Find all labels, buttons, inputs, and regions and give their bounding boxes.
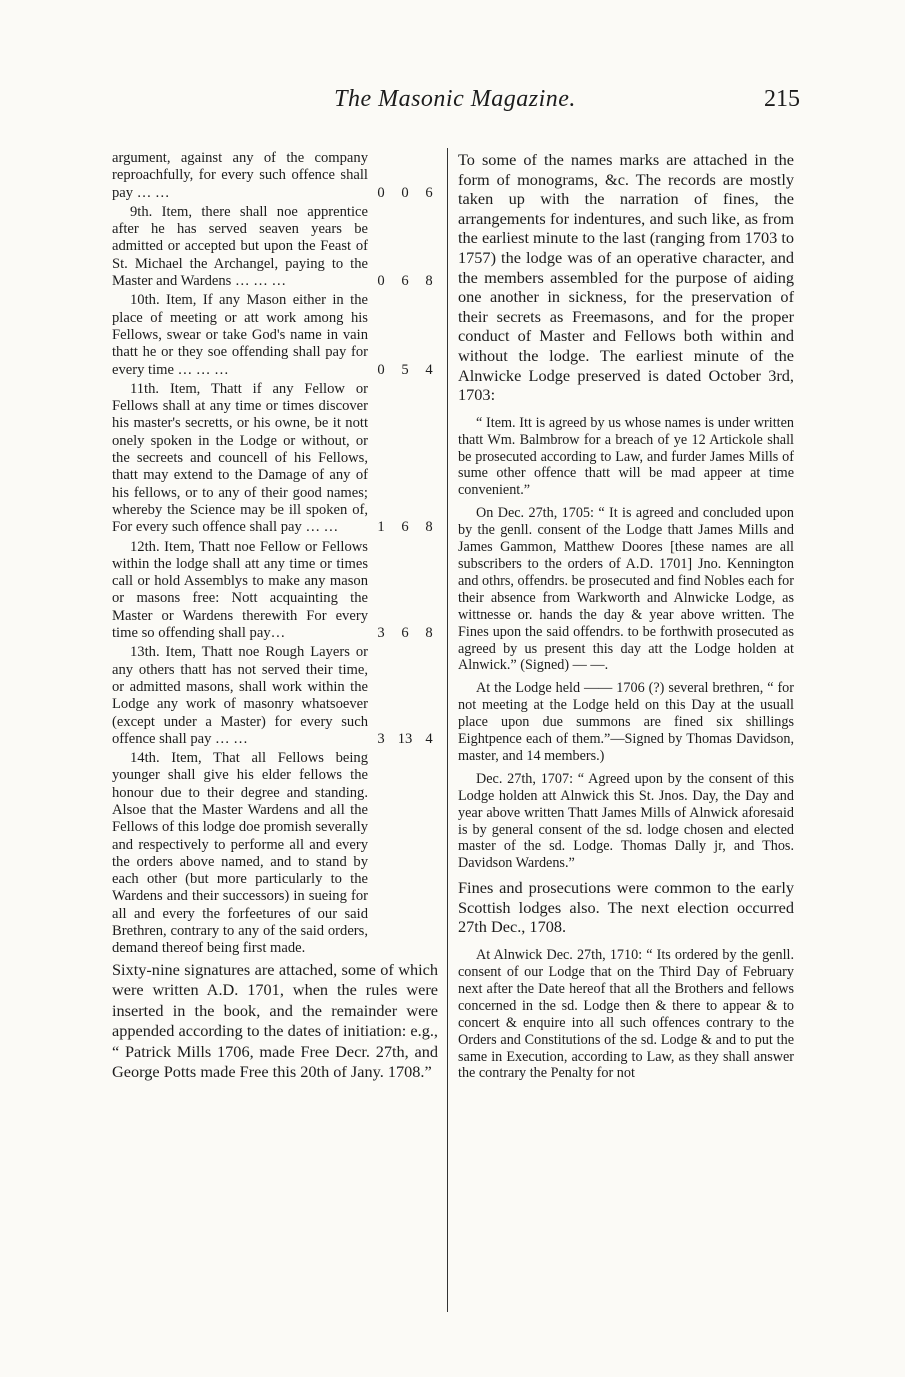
rule-item-8: [112, 150, 438, 202]
fine-pounds: 3: [377, 730, 385, 747]
running-title: The Masonic Magazine.: [334, 86, 576, 112]
fines-paragraph: Fines and prosecutions were common to the early Scottish lodges also. The next election occurred 27th Dec., 1708.: [458, 878, 794, 937]
right-column: [458, 150, 794, 1088]
fine-pence: 8: [425, 273, 433, 290]
fine-amount: [374, 519, 436, 536]
minute-1710: At Alnwick Dec. 27th, 1710: “ Its ordered by the genll. consent of our Lodge that on the Third Day of February next after the Date hereof that all the Brothers and fellows concerned in the sd. Lodge then & there to appear & to concert & enquire into all such offences contrary to the Orders and Constitutions of the sd. Lodge & and to put the same in Execution, according to Law, as they shall answer the contrary the Penalty for not: [458, 947, 794, 1082]
fine-amount: [374, 273, 436, 290]
rule-item-9: [112, 204, 438, 290]
fine-shillings: 6: [401, 273, 409, 290]
fine-pounds: 3: [377, 625, 385, 642]
page-header: [110, 86, 800, 126]
fine-pence: 4: [425, 361, 433, 378]
fine-shillings: 6: [401, 625, 409, 642]
rule-text: 10th. Item, If any Mason either in the place of meeting or att work among his Fellows, swear or take God's name in vain thatt he or they soe offending shall pay for every time … … …: [112, 292, 368, 378]
rule-text: argument, against any of the company reproachfully, for every such offence shall pay … …: [112, 150, 368, 201]
fine-pounds: 1: [377, 519, 385, 536]
rule-item-12: [112, 539, 438, 643]
rule-text: 13th. Item, Thatt noe Rough Layers or any others thatt has not served their time, or admitted masons, shall work within the Lodge any work of masonry whatsoever (except under a Master) for every such offence shall pay … …: [112, 644, 368, 747]
minute-1703: “ Item. Itt is agreed by us whose names is under written thatt Wm. Balmbrow for a breach of ye 12 Artickole shall be prosecuted according to Law, and furder James Mills of sume other offence thatt will be mad appeer at time convenient.”: [458, 414, 794, 499]
signatures-paragraph: Sixty-nine signatures are attached, some of which were written A.D. 1701, when the rules were inserted in the book, and the remainder were appended according to the dates of initiation: e.g., “ Patrick Mills 1706, made Free Decr. 27th, and George Potts made Free this 20th of Jany. 1708.”: [112, 959, 438, 1082]
rule-item-10: [112, 292, 438, 378]
fine-shillings: 6: [401, 519, 409, 536]
fine-amount: [374, 731, 436, 748]
rule-text: 14th. Item, That all Fellows being younger shall give his elder fellows the honour due to their degree and standing. Alsoe that the Master Wardens and all the Fellows of this lodge doe promish severally and respectively to performe all and every the orders above named, and to stand by each other (but more particularly to the Wardens and their successors) in sueing for all and every the forfeetures of our said Brethren, contrary to any of the said orders, demand thereof being first made.: [112, 750, 368, 957]
rule-text: 11th. Item, Thatt if any Fellow or Fellows shall at any time or times discover his master's secretts, or his owne, be it nott onely spoken in the Lodge or without, or the secreets and councell of his Fellows, thatt may extend to the Damage of any of his fellows, or to any of their good names; whereby the Science may be ill spoken of, For every such offence shall pay … …: [112, 380, 368, 536]
fine-amount: [374, 362, 436, 379]
rule-item-13: [112, 644, 438, 748]
fine-amount: [374, 625, 436, 642]
rule-item-11: [112, 381, 438, 537]
fine-pounds: 0: [377, 184, 385, 201]
fine-amount: [374, 185, 436, 202]
minute-1707: Dec. 27th, 1707: “ Agreed upon by the consent of this Lodge holden att Alnwick this St. Jnos. Day, the Day and year above written Thatt James Mills of Alnwick aforesaid is by general consent of the sd. lodge chosen and elected master of the sd. Lodge. Thomas Dally jr, and Thos. Davidson Wardens.”: [458, 770, 794, 872]
minute-1706: At the Lodge held —— 1706 (?) several brethren, “ for not meeting at the Lodge held on this Day at the usuall place upon due summons are fined six shillings Eightpence each of them.”—Signed by Thomas Davidson, master, and 14 members.): [458, 680, 794, 764]
rule-text: 9th. Item, there shall noe apprentice after he has served seaven years be admitted or accepted but upon the Feast of St. Michael the Archangel, paying to the Master and Wardens … … …: [112, 203, 368, 290]
fine-pence: 4: [425, 730, 433, 747]
fine-pence: 8: [425, 625, 433, 642]
column-divider: [447, 148, 448, 1312]
fine-pounds: 0: [377, 273, 385, 290]
minute-1705: On Dec. 27th, 1705: “ It is agreed and concluded upon by the genll. consent of the Lodge thatt James Mills and James Gammon, Matthew Doores [these names are all subscribers to the orders of A.D. 1701] Jno. Kennington and othrs, offendrs. be prosecuted and find Nobles each for their absence from Warkworth and Alnwicke Lodge, as wittnesse or. hands the day & year above written. The Fines upon the said offendrs. to be forthwith prosecuted as agreed by us present this day att the Lodge holden at Alnwick.” (Signed) — —.: [458, 505, 794, 674]
fine-pounds: 0: [377, 361, 385, 378]
rule-item-14: [112, 750, 438, 958]
fine-pence: 6: [425, 184, 433, 201]
fine-shillings: 5: [401, 361, 409, 378]
page-number: 215: [764, 86, 800, 112]
rule-text: 12th. Item, Thatt noe Fellow or Fellows within the lodge shall att any time or times call or hold Assemblys to make any mason or masons free: Nott acquainting the Master or Wardens therewith For every time so offending shall pay…: [112, 538, 368, 642]
records-paragraph: To some of the names marks are attached in the form of monograms, &c. The records are mostly taken up with the narration of fines, the arrangements for indentures, and such like, as from the earliest minute to the last (ranging from 1703 to 1757) the lodge was of an operative character, and the members assembled for the purpose of aiding one another in sickness, for the preservation of their secrets as Freemasons, and for the proper conduct of Master and Fellows both within and without the lodge. The earliest minute of the Alnwicke Lodge preserved is dated October 3rd, 1703:: [458, 150, 794, 405]
fine-pence: 8: [425, 519, 433, 536]
fine-shillings: 0: [401, 184, 409, 201]
left-column: [112, 150, 438, 1083]
fine-shillings: 13: [397, 730, 413, 747]
